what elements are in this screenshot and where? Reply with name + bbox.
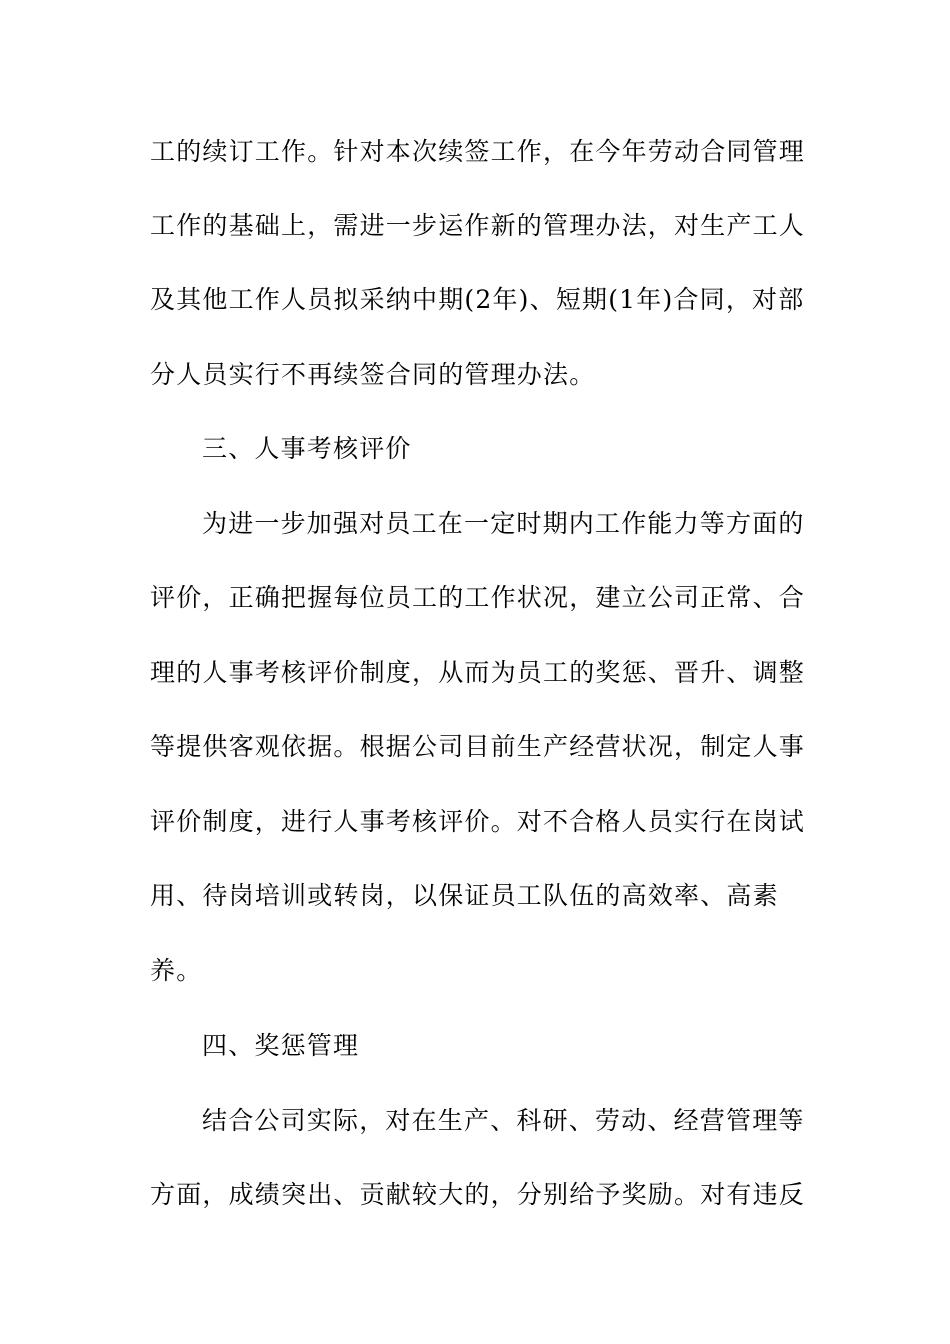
- paragraph-line: 工作的基础上，需进一步运作新的管理办法，对生产工人: [150, 211, 806, 240]
- paragraph-line: 方面，成绩突出、贡献较大的，分别给予奖励。对有违反: [150, 1180, 806, 1209]
- paragraph-line: 分人员实行不再续签合同的管理办法。: [150, 360, 596, 389]
- section-heading: 四、奖惩管理: [202, 1031, 360, 1060]
- paragraph-line: 结合公司实际，对在生产、科研、劳动、经营管理等: [202, 1106, 805, 1135]
- paragraph-line: 及其他工作人员拟采纳中期(2年)、短期(1年)合同，对部: [150, 285, 805, 314]
- paragraph-line: 用、待岗培训或转岗，以保证员工队伍的高效率、高素: [150, 881, 779, 910]
- paragraph-line: 为进一步加强对员工在一定时期内工作能力等方面的: [202, 509, 805, 538]
- paragraph-line: 工的续订工作。针对本次续签工作，在今年劳动合同管理: [150, 137, 806, 166]
- paragraph-line: 理的人事考核评价制度，从而为员工的奖惩、晋升、调整: [150, 658, 806, 687]
- section-heading: 三、人事考核评价: [202, 434, 412, 463]
- paragraph-line: 评价，正确把握每位员工的工作状况，建立公司正常、合: [150, 583, 806, 612]
- paragraph-line: 等提供客观依据。根据公司目前生产经营状况，制定人事: [150, 732, 806, 761]
- paragraph-line: 养。: [150, 956, 203, 985]
- paragraph-line: 评价制度，进行人事考核评价。对不合格人员实行在岗试: [150, 807, 806, 836]
